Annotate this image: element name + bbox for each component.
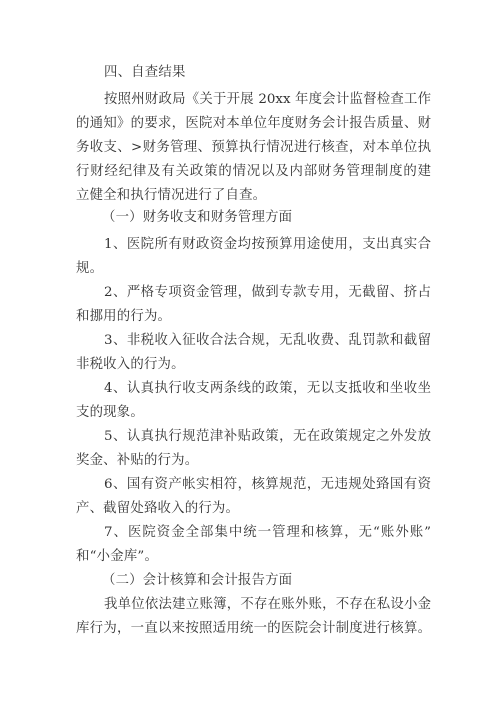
section-heading: 四、自查结果: [104, 65, 186, 80]
list-item-2-line: 2、严格专项资金管理，做到专款专用，无截留、挤占: [104, 285, 431, 300]
intro-line: 按照州财政局《关于开展 20xx 年度会计监督检查工作: [104, 92, 431, 107]
intro-line: 务收支、>财务管理、预算执行情况进行核查，对本单位执: [76, 140, 431, 155]
intro-line: 的通知》的要求，医院对本单位年度财务会计报告质量、财: [76, 116, 431, 131]
list-item-4-line: 支的现象。: [76, 405, 144, 420]
list-item-1-line: 规。: [76, 261, 104, 276]
list-item-7-line: 7、医院资金全部集中统一管理和核算，无“账外账”: [104, 525, 431, 540]
list-item-6-line: 产、截留处臵收入的行为。: [76, 501, 240, 516]
subsection-2-line: 库行为，一直以来按照适用统一的医院会计制度进行核算。: [76, 621, 431, 636]
list-item-1-line: 1、医院所有财政资金均按预算用途使用，支出真实合: [104, 237, 431, 252]
list-item-3-line: 非税收入的行为。: [76, 357, 185, 372]
intro-line: 立健全和执行情况进行了自查。: [76, 188, 267, 203]
list-item-2-line: 和挪用的行为。: [76, 309, 172, 324]
list-item-5-line: 奖金、补贴的行为。: [76, 453, 199, 468]
list-item-5-line: 5、认真执行规范津补贴政策，无在政策规定之外发放: [104, 429, 431, 444]
subsection-heading-1: （一）财务收支和财务管理方面: [102, 210, 293, 225]
list-item-7-line: 和“小金库”。: [76, 549, 159, 564]
subsection-heading-2: （二）会计核算和会计报告方面: [102, 573, 293, 588]
list-item-3-line: 3、非税收入征收合法合规，无乱收费、乱罚款和截留: [104, 333, 431, 348]
intro-line: 行财经纪律及有关政策的情况以及内部财务管理制度的建: [76, 164, 431, 179]
list-item-4-line: 4、认真执行收支两条线的政策，无以支抵收和坐收坐: [104, 381, 431, 396]
list-item-6-line: 6、国有资产帐实相符，核算规范，无违规处臵国有资: [104, 477, 431, 492]
subsection-2-line: 我单位依法建立账簿，不存在账外账，不存在私设小金: [104, 597, 431, 612]
